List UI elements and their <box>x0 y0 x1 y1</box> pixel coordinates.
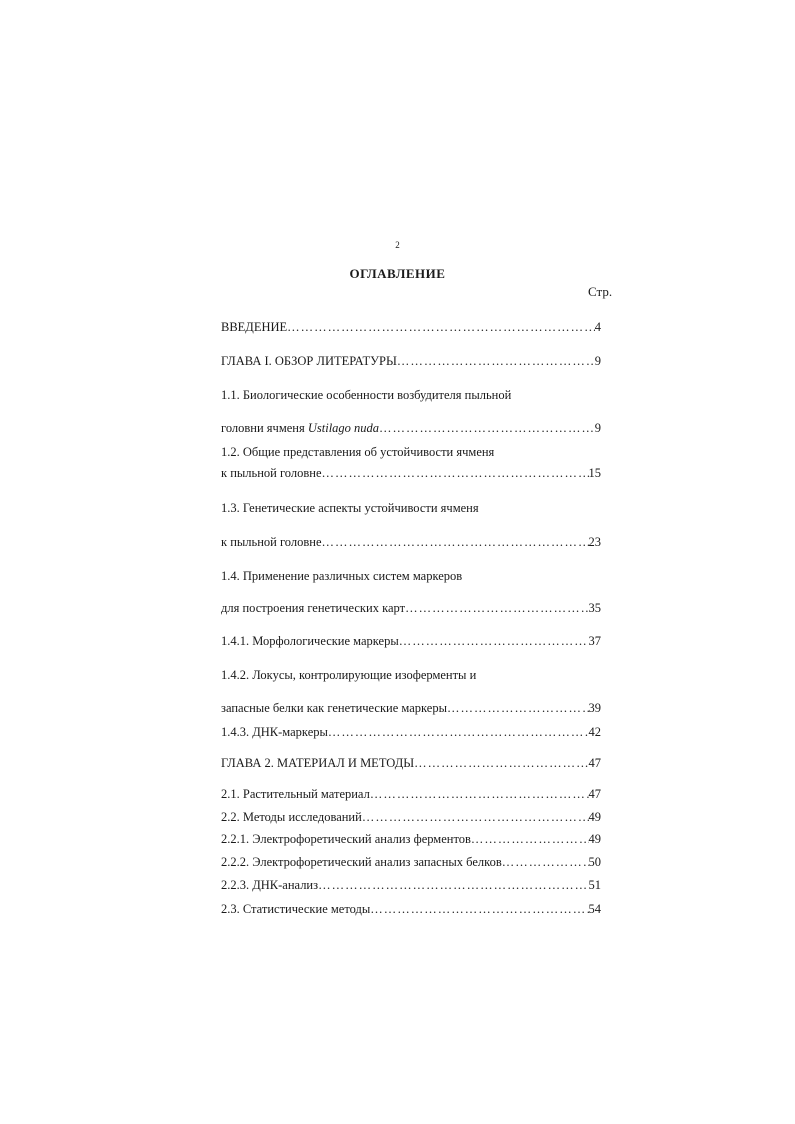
toc-entry: головни ячменя Ustilago nuda ……………………………………………………………………………………………………………………………… 9 <box>221 421 601 436</box>
toc-entry: ГЛАВА 2. МАТЕРИАЛ И МЕТОДЫ ……………………………………………………………………………………………………………………………… 47 <box>221 756 601 771</box>
toc-entry: 2.1. Растительный материал ……………………………………………………………………………………………………………………………… 47 <box>221 787 601 802</box>
toc-entry-line: 1.1. Биологические особенности возбудителя пыльной <box>221 388 512 402</box>
toc-entry-line: 1.4.2. Локусы, контролирующие изоферменты и <box>221 668 477 682</box>
toc-entry: для построения генетических карт ……………………………………………………………………………………………………………………………… 35 <box>221 601 601 616</box>
toc-entry: 2.2.1. Электрофоретический анализ ферментов ……………………………………………………………………………………………………………………………… 49 <box>221 832 601 847</box>
toc-entry: запасные белки как генетические маркеры ……………………………………………………………………………………………………………………………… 39 <box>221 701 601 716</box>
toc-entry: к пыльной головне ……………………………………………………………………………………………………………………………… 15 <box>221 466 601 481</box>
toc-entry-line: 1.3. Генетические аспекты устойчивости ячменя <box>221 501 479 515</box>
page-number: 2 <box>395 240 400 250</box>
toc-entry-line: 1.4. Применение различных систем маркеров <box>221 569 463 583</box>
page-title: ОГЛАВЛЕНИЕ <box>349 266 446 281</box>
page-column-label: Стр. <box>588 284 613 299</box>
toc-entry: 1.4.1. Морфологические маркеры ……………………………………………………………………………………………………………………………… 37 <box>221 634 601 649</box>
toc-entry-line: 1.2. Общие представления об устойчивости ячменя <box>221 445 495 459</box>
toc-entry: 1.4.3. ДНК-маркеры ……………………………………………………………………………………………………………………………… 42 <box>221 725 601 740</box>
toc-entry: ВВЕДЕНИЕ ……………………………………………………………………………………………………………………………… 4 <box>221 320 601 335</box>
toc-entry: к пыльной головне ……………………………………………………………………………………………………………………………… 23 <box>221 535 601 550</box>
toc-entry: 2.3. Статистические методы ……………………………………………………………………………………………………………………………… 54 <box>221 902 601 917</box>
toc-entry: 2.2. Методы исследований ……………………………………………………………………………………………………………………………… 49 <box>221 810 601 825</box>
toc-entry: 2.2.2. Электрофоретический анализ запасных белков ……………………………………………………………………………………………………………………………… 50 <box>221 855 601 870</box>
toc-entry: ГЛАВА I. ОБЗОР ЛИТЕРАТУРЫ ……………………………………………………………………………………………………………………………… 9 <box>221 354 601 369</box>
toc-entry: 2.2.3. ДНК-анализ ……………………………………………………………………………………………………………………………… 51 <box>221 878 601 893</box>
